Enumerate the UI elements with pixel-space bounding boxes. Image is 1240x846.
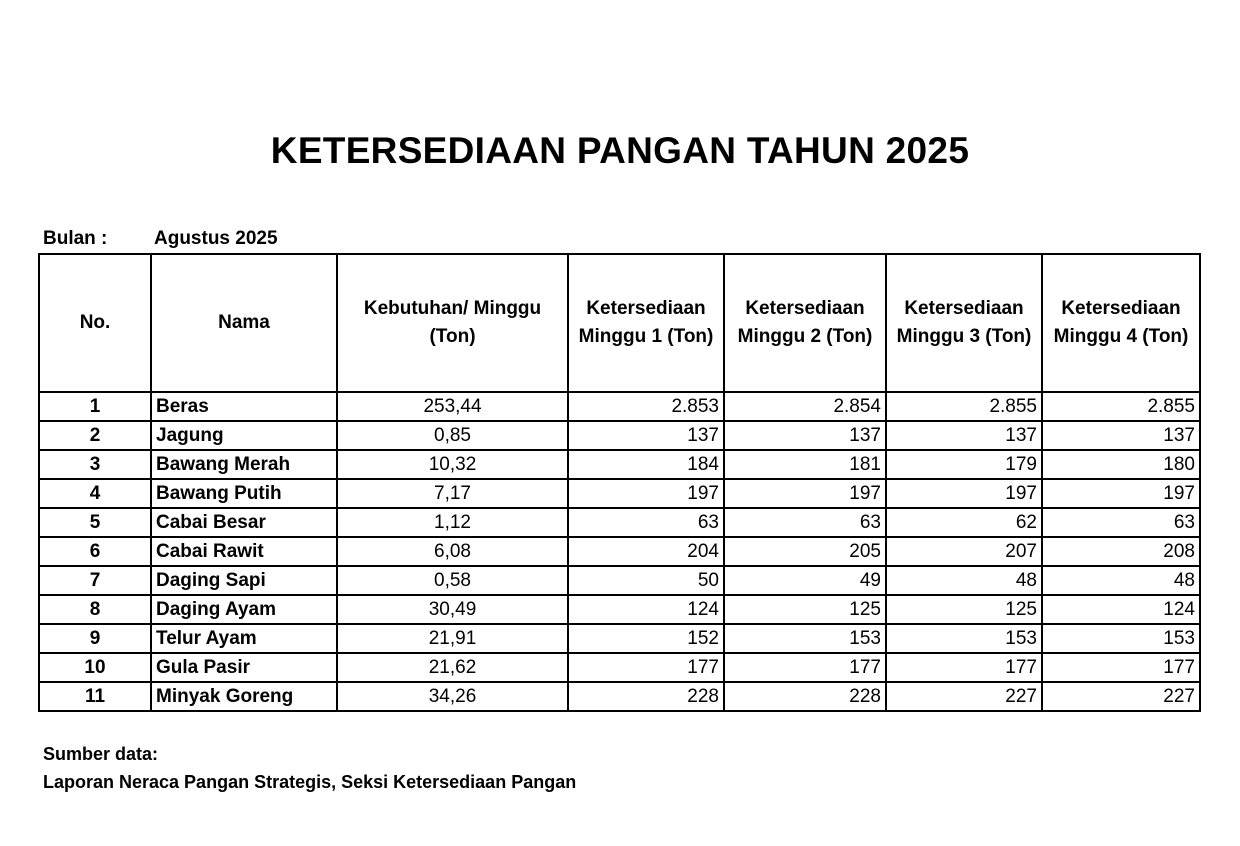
cell-week-4: 153 bbox=[1042, 624, 1200, 653]
cell-week-4: 177 bbox=[1042, 653, 1200, 682]
cell-week-2: 63 bbox=[724, 508, 886, 537]
table-row bbox=[39, 392, 1200, 421]
cell-name: Daging Sapi bbox=[151, 566, 337, 595]
cell-name: Telur Ayam bbox=[151, 624, 337, 653]
cell-name: Beras bbox=[151, 392, 337, 421]
cell-need: 10,32 bbox=[337, 450, 568, 479]
food-availability-table bbox=[38, 253, 1201, 712]
header-week-1: Ketersediaan Minggu 1 (Ton) bbox=[568, 254, 724, 392]
cell-week-2: 177 bbox=[724, 653, 886, 682]
cell-need: 0,58 bbox=[337, 566, 568, 595]
cell-name: Daging Ayam bbox=[151, 595, 337, 624]
cell-week-2: 153 bbox=[724, 624, 886, 653]
table-row bbox=[39, 682, 1200, 711]
cell-name: Minyak Goreng bbox=[151, 682, 337, 711]
period-value: Agustus 2025 bbox=[154, 228, 278, 249]
cell-no: 8 bbox=[39, 595, 151, 624]
cell-week-2: 197 bbox=[724, 479, 886, 508]
cell-need: 6,08 bbox=[337, 537, 568, 566]
cell-no: 10 bbox=[39, 653, 151, 682]
header-need: Kebutuhan/ Minggu (Ton) bbox=[337, 254, 568, 392]
cell-week-1: 197 bbox=[568, 479, 724, 508]
table-row bbox=[39, 624, 1200, 653]
cell-no: 7 bbox=[39, 566, 151, 595]
table-row bbox=[39, 537, 1200, 566]
cell-need: 21,91 bbox=[337, 624, 568, 653]
cell-no: 2 bbox=[39, 421, 151, 450]
cell-week-2: 228 bbox=[724, 682, 886, 711]
cell-week-2: 125 bbox=[724, 595, 886, 624]
cell-week-3: 62 bbox=[886, 508, 1042, 537]
header-week-4: Ketersediaan Minggu 4 (Ton) bbox=[1042, 254, 1200, 392]
cell-week-4: 124 bbox=[1042, 595, 1200, 624]
cell-week-3: 197 bbox=[886, 479, 1042, 508]
page-title: KETERSEDIAAN PANGAN TAHUN 2025 bbox=[270, 130, 970, 171]
cell-name: Cabai Besar bbox=[151, 508, 337, 537]
cell-week-3: 207 bbox=[886, 537, 1042, 566]
source-label: Sumber data: bbox=[43, 744, 159, 764]
cell-week-1: 177 bbox=[568, 653, 724, 682]
cell-need: 34,26 bbox=[337, 682, 568, 711]
cell-week-4: 2.855 bbox=[1042, 392, 1200, 421]
header-week-2: Ketersediaan Minggu 2 (Ton) bbox=[724, 254, 886, 392]
table-header-row bbox=[39, 254, 1200, 392]
cell-no: 3 bbox=[39, 450, 151, 479]
source-text: Laporan Neraca Pangan Strategis, Seksi Ketersediaan Pangan bbox=[43, 772, 577, 792]
cell-week-4: 137 bbox=[1042, 421, 1200, 450]
cell-week-3: 179 bbox=[886, 450, 1042, 479]
cell-week-3: 137 bbox=[886, 421, 1042, 450]
table-row bbox=[39, 508, 1200, 537]
cell-week-3: 48 bbox=[886, 566, 1042, 595]
table-row bbox=[39, 421, 1200, 450]
cell-week-3: 153 bbox=[886, 624, 1042, 653]
cell-need: 1,12 bbox=[337, 508, 568, 537]
cell-week-1: 124 bbox=[568, 595, 724, 624]
cell-week-4: 48 bbox=[1042, 566, 1200, 595]
table-row bbox=[39, 653, 1200, 682]
cell-need: 253,44 bbox=[337, 392, 568, 421]
table-body bbox=[39, 392, 1200, 711]
cell-week-1: 184 bbox=[568, 450, 724, 479]
cell-week-3: 2.855 bbox=[886, 392, 1042, 421]
table-row bbox=[39, 479, 1200, 508]
header-name: Nama bbox=[151, 254, 337, 392]
cell-no: 4 bbox=[39, 479, 151, 508]
cell-week-1: 2.853 bbox=[568, 392, 724, 421]
cell-need: 7,17 bbox=[337, 479, 568, 508]
cell-week-2: 205 bbox=[724, 537, 886, 566]
cell-name: Bawang Putih bbox=[151, 479, 337, 508]
cell-week-4: 180 bbox=[1042, 450, 1200, 479]
cell-week-4: 63 bbox=[1042, 508, 1200, 537]
header-week-3: Ketersediaan Minggu 3 (Ton) bbox=[886, 254, 1042, 392]
table-row bbox=[39, 595, 1200, 624]
cell-no: 9 bbox=[39, 624, 151, 653]
cell-need: 30,49 bbox=[337, 595, 568, 624]
cell-week-4: 227 bbox=[1042, 682, 1200, 711]
cell-week-1: 50 bbox=[568, 566, 724, 595]
cell-name: Jagung bbox=[151, 421, 337, 450]
cell-week-1: 63 bbox=[568, 508, 724, 537]
cell-no: 1 bbox=[39, 392, 151, 421]
cell-no: 11 bbox=[39, 682, 151, 711]
cell-no: 6 bbox=[39, 537, 151, 566]
table-row bbox=[39, 450, 1200, 479]
cell-no: 5 bbox=[39, 508, 151, 537]
cell-name: Bawang Merah bbox=[151, 450, 337, 479]
cell-week-3: 177 bbox=[886, 653, 1042, 682]
cell-week-1: 137 bbox=[568, 421, 724, 450]
cell-week-3: 125 bbox=[886, 595, 1042, 624]
cell-week-2: 2.854 bbox=[724, 392, 886, 421]
cell-week-2: 181 bbox=[724, 450, 886, 479]
cell-week-4: 208 bbox=[1042, 537, 1200, 566]
cell-name: Cabai Rawit bbox=[151, 537, 337, 566]
cell-week-3: 227 bbox=[886, 682, 1042, 711]
cell-week-2: 49 bbox=[724, 566, 886, 595]
cell-week-2: 137 bbox=[724, 421, 886, 450]
cell-week-1: 228 bbox=[568, 682, 724, 711]
cell-week-4: 197 bbox=[1042, 479, 1200, 508]
table-row bbox=[39, 566, 1200, 595]
cell-name: Gula Pasir bbox=[151, 653, 337, 682]
header-no: No. bbox=[39, 254, 151, 392]
cell-week-1: 204 bbox=[568, 537, 724, 566]
cell-need: 0,85 bbox=[337, 421, 568, 450]
period-label: Bulan : bbox=[43, 228, 108, 249]
cell-week-1: 152 bbox=[568, 624, 724, 653]
cell-need: 21,62 bbox=[337, 653, 568, 682]
